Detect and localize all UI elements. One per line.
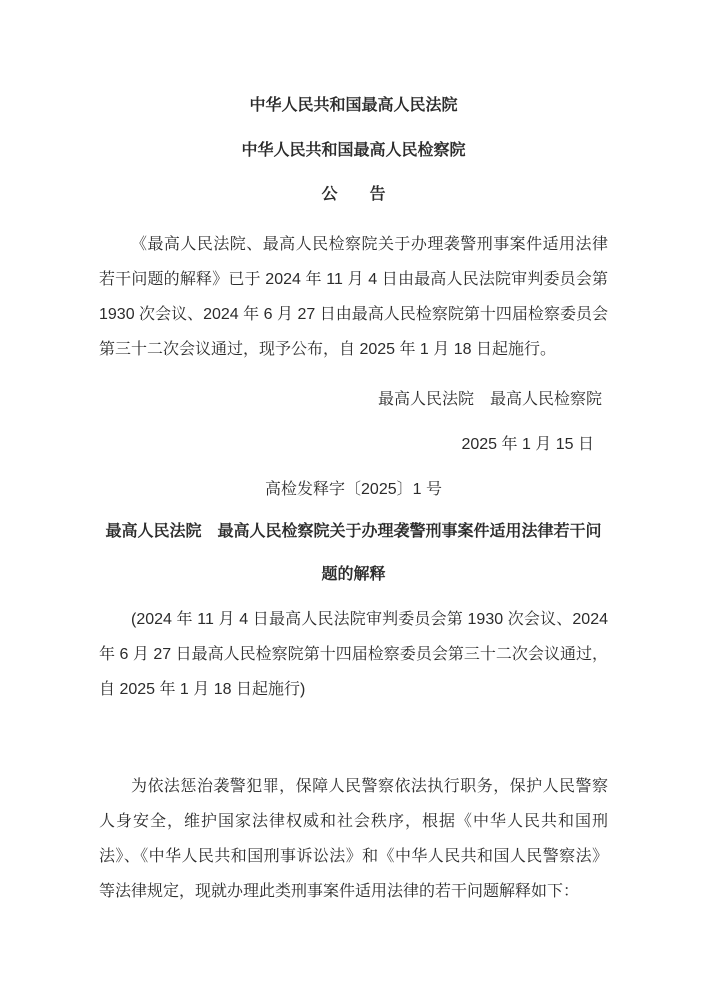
interpretation-title: 最高人民法院 最高人民检察院关于办理袭警刑事案件适用法律若干问题的解释 xyxy=(105,523,602,583)
document-number: 高检发释字〔2025〕1 号 xyxy=(265,481,442,498)
issuer-court-title: 中华人民共和国最高人民法院 xyxy=(249,97,458,114)
announcement-heading: 公 告 xyxy=(321,186,386,203)
signature-line: 最高人民法院 最高人民检察院 xyxy=(377,391,602,408)
issuer-procuratorate-title: 中华人民共和国最高人民检察院 xyxy=(241,142,466,159)
announcement-paragraph: 《最高人民法院、最高人民检察院关于办理袭警刑事案件适用法律若干问题的解释》已于 2024 年 11 月 4 日由最高人民法院审判委员会第 1930 次会议、2024 年 6 月 27 日由最高人民检察院第十四届检察委员会第三十二次会议通过，现予公布，自 2025 年 1 月 18 日起施行。 xyxy=(99,236,608,358)
date-line: 2025 年 1 月 15 日 xyxy=(461,436,594,453)
adoption-note: (2024 年 11 月 4 日最高人民法院审判委员会第 1930 次会议、2024 年 6 月 27 日最高人民检察院第十四届检察委员会第三十二次会议通过，自 2025 年 1 月 18 日起施行) xyxy=(99,611,608,698)
preamble-paragraph: 为依法惩治袭警犯罪，保障人民警察依法执行职务，保护人民警察人身安全，维护国家法律权威和社会秩序，根据《中华人民共和国刑法》、《中华人民共和国刑事诉讼法》和《中华人民共和国人民警察法》等法律规定，现就办理此类刑事案件适用法律的若干问题解释如下： xyxy=(99,778,608,900)
